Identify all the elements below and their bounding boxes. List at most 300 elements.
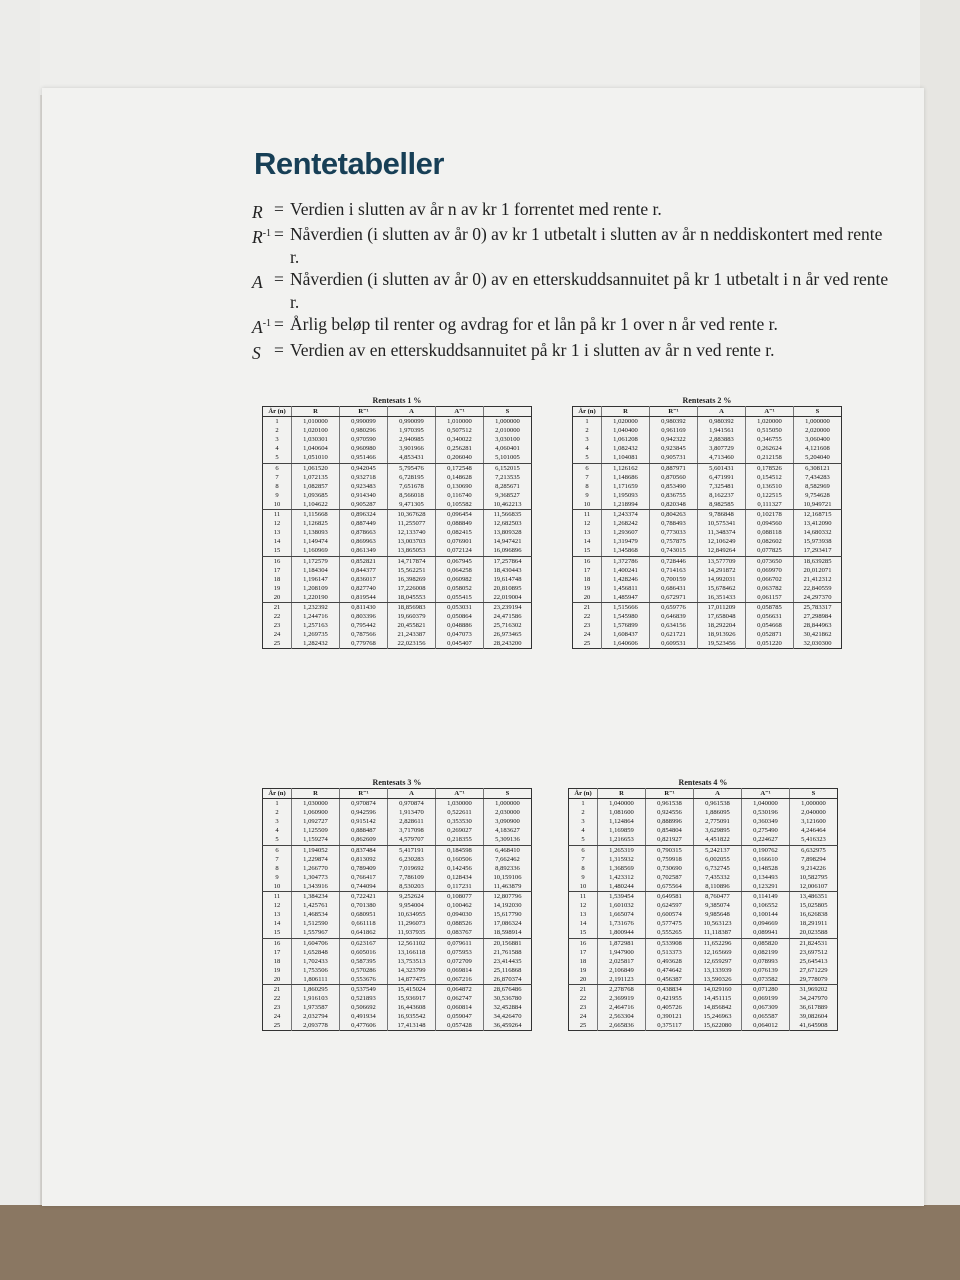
value-cell: 0,111327 [746,500,794,510]
wooden-table [0,1205,960,1280]
value-cell: 0,059047 [436,1012,484,1021]
value-cell: 0,888996 [646,817,694,826]
value-cell: 6,732745 [694,864,742,873]
column-header: A⁻¹ [436,407,484,417]
value-cell: 26,973465 [484,630,532,639]
value-cell: 3,629895 [694,826,742,835]
value-cell: 14,947421 [484,537,532,546]
definition-item [252,223,892,268]
value-cell: 0,680951 [340,910,388,919]
value-cell: 1,860295 [292,984,340,994]
value-cell: 0,521893 [340,994,388,1003]
value-cell: 0,142456 [436,864,484,873]
value-cell: 0,047073 [436,630,484,639]
table-row [573,584,842,593]
value-cell: 0,537549 [340,984,388,994]
value-cell: 14,291872 [698,566,746,575]
value-cell: 0,160506 [436,855,484,864]
value-cell: 0,063782 [746,584,794,593]
value-cell: 0,064872 [436,984,484,994]
table-row [263,994,532,1003]
value-cell: 1,040000 [742,799,790,809]
table-row [573,602,842,612]
value-cell: 8,566018 [388,491,436,500]
value-cell: 0,056631 [746,612,794,621]
value-cell: 11,348374 [698,528,746,537]
value-cell: 6,152015 [484,463,532,473]
table-row [263,537,532,546]
value-cell: 0,136510 [746,482,794,491]
year-cell: 9 [275,873,279,881]
value-cell: 2,775091 [694,817,742,826]
table-row [569,957,838,966]
value-cell: 0,923483 [340,482,388,491]
value-cell: 1,806111 [292,975,340,985]
table-row [569,984,838,994]
value-cell: 0,803396 [340,612,388,621]
value-cell: 6,468410 [484,845,532,855]
value-cell: 7,651678 [388,482,436,491]
table-row [263,975,532,985]
value-cell: 0,961169 [650,426,698,435]
value-cell: 0,837484 [340,845,388,855]
table-row [573,417,842,427]
definition-item [252,198,892,223]
table-row [573,491,842,500]
value-cell: 1,159274 [292,835,340,845]
value-cell: 22,023156 [388,639,436,649]
value-cell: 1,115668 [292,510,340,520]
value-cell: 0,980296 [340,426,388,435]
value-cell: 0,053031 [436,602,484,612]
value-cell: 0,570286 [340,966,388,975]
value-cell: 0,905287 [340,500,388,510]
value-cell: 0,062747 [436,994,484,1003]
column-header: R⁻¹ [650,407,698,417]
year-cell: 6 [581,846,585,854]
value-cell: 0,686431 [650,584,698,593]
table-row [263,1003,532,1012]
value-cell: 10,575341 [698,519,746,528]
value-cell: 1,061520 [292,463,340,473]
value-cell: 1,702433 [292,957,340,966]
table-row [263,453,532,463]
value-cell: 13,577709 [698,556,746,566]
table-row [569,817,838,826]
column-header: A [388,407,436,417]
value-cell: 0,854804 [646,826,694,835]
value-cell: 0,148628 [436,473,484,482]
value-cell: 11,463879 [484,882,532,892]
value-cell: 0,951466 [340,453,388,463]
value-cell: 20,810895 [484,584,532,593]
value-cell: 21,243387 [388,630,436,639]
value-cell: 0,055415 [436,593,484,603]
value-cell: 18,598914 [484,928,532,938]
document-sheet [42,88,924,1206]
value-cell: 27,298984 [794,612,842,621]
year-cell: 12 [583,520,591,528]
value-cell: 0,787566 [340,630,388,639]
value-cell: 1,601032 [598,901,646,910]
column-header: S [484,407,532,417]
value-cell: 1,345868 [602,546,650,556]
value-cell: 25,645413 [790,957,838,966]
table-row [573,556,842,566]
value-cell: 1,665074 [598,910,646,919]
value-cell: 10,159106 [484,873,532,882]
table-row [573,453,842,463]
value-cell: 0,990099 [340,417,388,427]
value-cell: 1,010000 [436,417,484,427]
value-cell: 0,790315 [646,845,694,855]
value-cell: 0,743015 [650,546,698,556]
value-cell: 9,385074 [694,901,742,910]
value-cell: 1,020000 [746,417,794,427]
value-cell: 13,166118 [388,948,436,957]
value-cell: 0,961538 [646,799,694,809]
value-cell: 1,072135 [292,473,340,482]
value-cell: 0,701380 [340,901,388,910]
background-page-right [920,0,960,1280]
value-cell: 7,434283 [794,473,842,482]
value-cell: 0,960980 [340,444,388,453]
value-cell: 1,480244 [598,882,646,892]
value-cell: 0,076901 [436,537,484,546]
year-cell: 10 [573,500,602,510]
year-cell: 16 [583,557,591,565]
definition-symbol: A [252,272,263,293]
table-row [263,602,532,612]
value-cell: 1,604706 [292,938,340,948]
table-row [263,575,532,584]
value-cell: 13,590326 [694,975,742,985]
value-cell: 28,243200 [484,639,532,649]
year-cell: 2 [275,427,279,435]
value-cell: 0,773033 [650,528,698,537]
value-cell: 17,658048 [698,612,746,621]
table-row [263,808,532,817]
value-cell: 0,491934 [340,1012,388,1021]
year-cell: 25 [273,1022,281,1030]
year-cell: 24 [273,1013,281,1021]
year-cell: 14 [583,538,591,546]
table-row [263,435,532,444]
value-cell: 0,088526 [436,919,484,928]
value-cell: 0,045407 [436,639,484,649]
table-row [263,639,532,649]
year-cell: 5 [263,835,292,845]
year-cell: 25 [273,640,281,648]
value-cell: 0,083767 [436,928,484,938]
table-title: Rentesats 2 % [682,396,732,405]
value-cell: 0,069814 [436,966,484,975]
value-cell: 0,360349 [742,817,790,826]
value-cell: 18,913926 [698,630,746,639]
equals-sign: = [274,224,284,245]
year-cell: 15 [573,546,602,556]
year-cell: 3 [275,436,279,444]
value-cell: 6,002055 [694,855,742,864]
value-cell: 13,753513 [388,957,436,966]
table-row [263,1021,532,1031]
value-cell: 0,896324 [340,510,388,520]
value-cell: 0,166610 [742,855,790,864]
value-cell: 1,468534 [292,910,340,919]
value-cell: 1,872981 [598,938,646,948]
value-cell: 36,459264 [484,1021,532,1031]
value-cell: 6,728195 [388,473,436,482]
value-cell: 19,523456 [698,639,746,649]
value-cell: 0,641862 [340,928,388,938]
value-cell: 22,840559 [794,584,842,593]
value-cell: 0,206040 [436,453,484,463]
value-cell: 1,232392 [292,602,340,612]
value-cell: 9,985648 [694,910,742,919]
value-cell: 12,807796 [484,892,532,902]
table-row [569,948,838,957]
value-cell: 25,716302 [484,621,532,630]
value-cell: 15,678462 [698,584,746,593]
definition-item [252,313,892,338]
year-cell: 20 [569,975,598,985]
value-cell: 4,121608 [794,444,842,453]
definition-symbol: R [252,201,263,222]
value-cell: 31,969202 [790,984,838,994]
value-cell: 0,675564 [646,882,694,892]
value-cell: 29,778079 [790,975,838,985]
table-row [569,1012,838,1021]
value-cell: 1,082432 [602,444,650,453]
value-cell: 9,786848 [698,510,746,520]
table-row [569,835,838,845]
table-row [569,873,838,882]
value-cell: 0,218355 [436,835,484,845]
value-cell: 1,138093 [292,528,340,537]
table-row [569,864,838,873]
year-cell: 19 [273,966,281,974]
value-cell: 18,856983 [388,602,436,612]
column-header: A [388,789,436,799]
value-cell: 28,676486 [484,984,532,994]
value-cell: 0,795442 [340,621,388,630]
value-cell: 0,116740 [436,491,484,500]
value-cell: 1,753506 [292,966,340,975]
definition-text: Verdien i slutten av år n av kr 1 forrentet med rente r. [290,199,662,219]
value-cell: 14,992031 [698,575,746,584]
interest-table [262,788,532,1031]
value-cell: 1,372786 [602,556,650,566]
value-cell: 1,000000 [790,799,838,809]
value-cell: 0,700159 [650,575,698,584]
value-cell: 18,045553 [388,593,436,603]
value-cell: 0,493628 [646,957,694,966]
year-cell: 5 [573,453,602,463]
value-cell: 0,067945 [436,556,484,566]
value-cell: 0,861349 [340,546,388,556]
value-cell: 0,108077 [436,892,484,902]
year-cell: 1 [581,800,585,808]
table-row [263,584,532,593]
value-cell: 0,513373 [646,948,694,957]
value-cell: 13,003703 [388,537,436,546]
year-cell: 13 [273,529,281,537]
value-cell: 0,869963 [340,537,388,546]
value-cell: 1,229874 [292,855,340,864]
value-cell: 1,545980 [602,612,650,621]
table-row [569,882,838,892]
value-cell: 12,106249 [698,537,746,546]
value-cell: 0,089941 [742,928,790,938]
table-row [569,966,838,975]
value-cell: 0,094560 [746,519,794,528]
value-cell: 1,576899 [602,621,650,630]
value-cell: 8,110896 [694,882,742,892]
value-cell: 0,154512 [746,473,794,482]
value-cell: 0,134493 [742,873,790,882]
value-cell: 0,744094 [340,882,388,892]
year-cell: 9 [581,873,585,881]
value-cell: 24,471586 [484,612,532,621]
table-row [263,855,532,864]
year-cell: 4 [275,827,279,835]
value-cell: 1,220190 [292,593,340,603]
value-cell: 16,351433 [698,593,746,603]
value-cell: 2,278768 [598,984,646,994]
value-cell: 1,148686 [602,473,650,482]
value-cell: 0,819544 [340,593,388,603]
column-header: R⁻¹ [340,407,388,417]
value-cell: 1,384234 [292,892,340,902]
value-cell: 18,291911 [790,919,838,928]
value-cell: 30,421862 [794,630,842,639]
value-cell: 1,315932 [598,855,646,864]
value-cell: 5,242137 [694,845,742,855]
value-cell: 5,204040 [794,453,842,463]
table-row [573,444,842,453]
value-cell: 24,297370 [794,593,842,603]
value-cell: 1,400241 [602,566,650,575]
column-header: År (n) [573,407,602,417]
table-row [573,566,842,575]
year-cell: 15 [569,928,598,938]
table-row [263,901,532,910]
value-cell: 0,942045 [340,463,388,473]
value-cell: 12,682503 [484,519,532,528]
value-cell: 0,064012 [742,1021,790,1031]
value-cell: 0,100144 [742,910,790,919]
value-cell: 2,563304 [598,1012,646,1021]
value-cell: 39,082604 [790,1012,838,1021]
value-cell: 0,078993 [742,957,790,966]
rate-table-4pct [568,778,838,1031]
value-cell: 1,149474 [292,537,340,546]
value-cell: 9,368527 [484,491,532,500]
value-cell: 32,030300 [794,639,842,649]
value-cell: 0,066702 [746,575,794,584]
value-cell: 0,269027 [436,826,484,835]
value-cell: 1,040000 [598,799,646,809]
value-cell: 1,640606 [602,639,650,649]
year-cell: 24 [583,631,591,639]
value-cell: 28,844963 [794,621,842,630]
value-cell: 0,071280 [742,984,790,994]
definition-item [252,268,892,313]
value-cell: 0,058052 [436,584,484,593]
year-cell: 16 [273,939,281,947]
value-cell: 0,836755 [650,491,698,500]
value-cell: 6,308121 [794,463,842,473]
table-row [573,528,842,537]
value-cell: 0,990099 [388,417,436,427]
year-cell: 8 [275,864,279,872]
value-cell: 16,096896 [484,546,532,556]
value-cell: 0,649581 [646,892,694,902]
value-cell: 2,040000 [790,808,838,817]
year-cell: 13 [583,529,591,537]
value-cell: 1,423312 [598,873,646,882]
value-cell: 2,369919 [598,994,646,1003]
value-cell: 1,886095 [694,808,742,817]
value-cell: 15,246963 [694,1012,742,1021]
value-cell: 1,000000 [484,799,532,809]
value-cell: 17,226008 [388,584,436,593]
value-cell: 0,088118 [746,528,794,537]
table-title: Rentesats 1 % [372,396,422,405]
value-cell: 1,269735 [292,630,340,639]
column-header: År (n) [569,789,598,799]
value-cell: 0,852821 [340,556,388,566]
value-cell: 0,813092 [340,855,388,864]
value-cell: 0,722421 [340,892,388,902]
value-cell: 0,844377 [340,566,388,575]
value-cell: 1,160969 [292,546,340,556]
definition-item [252,339,892,364]
table-row [263,938,532,948]
table-row [263,1012,532,1021]
value-cell: 7,019692 [388,864,436,873]
value-cell: 17,011209 [698,602,746,612]
value-cell: 41,645908 [790,1021,838,1031]
value-cell: 15,617790 [484,910,532,919]
equals-sign: = [274,269,284,290]
table-row [263,621,532,630]
value-cell: 1,030000 [436,799,484,809]
value-cell: 1,266770 [292,864,340,873]
table-row [573,482,842,491]
value-cell: 0,970590 [340,435,388,444]
table-row [573,510,842,520]
value-cell: 0,515050 [746,426,794,435]
table-row [263,491,532,500]
column-header: År (n) [263,789,292,799]
value-cell: 0,827740 [340,584,388,593]
value-cell: 1,020100 [292,426,340,435]
value-cell: 5,416323 [790,835,838,845]
value-cell: 3,807729 [698,444,746,453]
value-cell: 1,257163 [292,621,340,630]
table-row [263,630,532,639]
value-cell: 3,060400 [794,435,842,444]
value-cell: 1,973587 [292,1003,340,1012]
value-cell: 0,094669 [742,919,790,928]
year-cell: 14 [579,920,587,928]
column-header: A [694,789,742,799]
table-row [263,510,532,520]
value-cell: 1,557967 [292,928,340,938]
year-cell: 15 [263,928,292,938]
definition-symbol: R [252,227,263,248]
